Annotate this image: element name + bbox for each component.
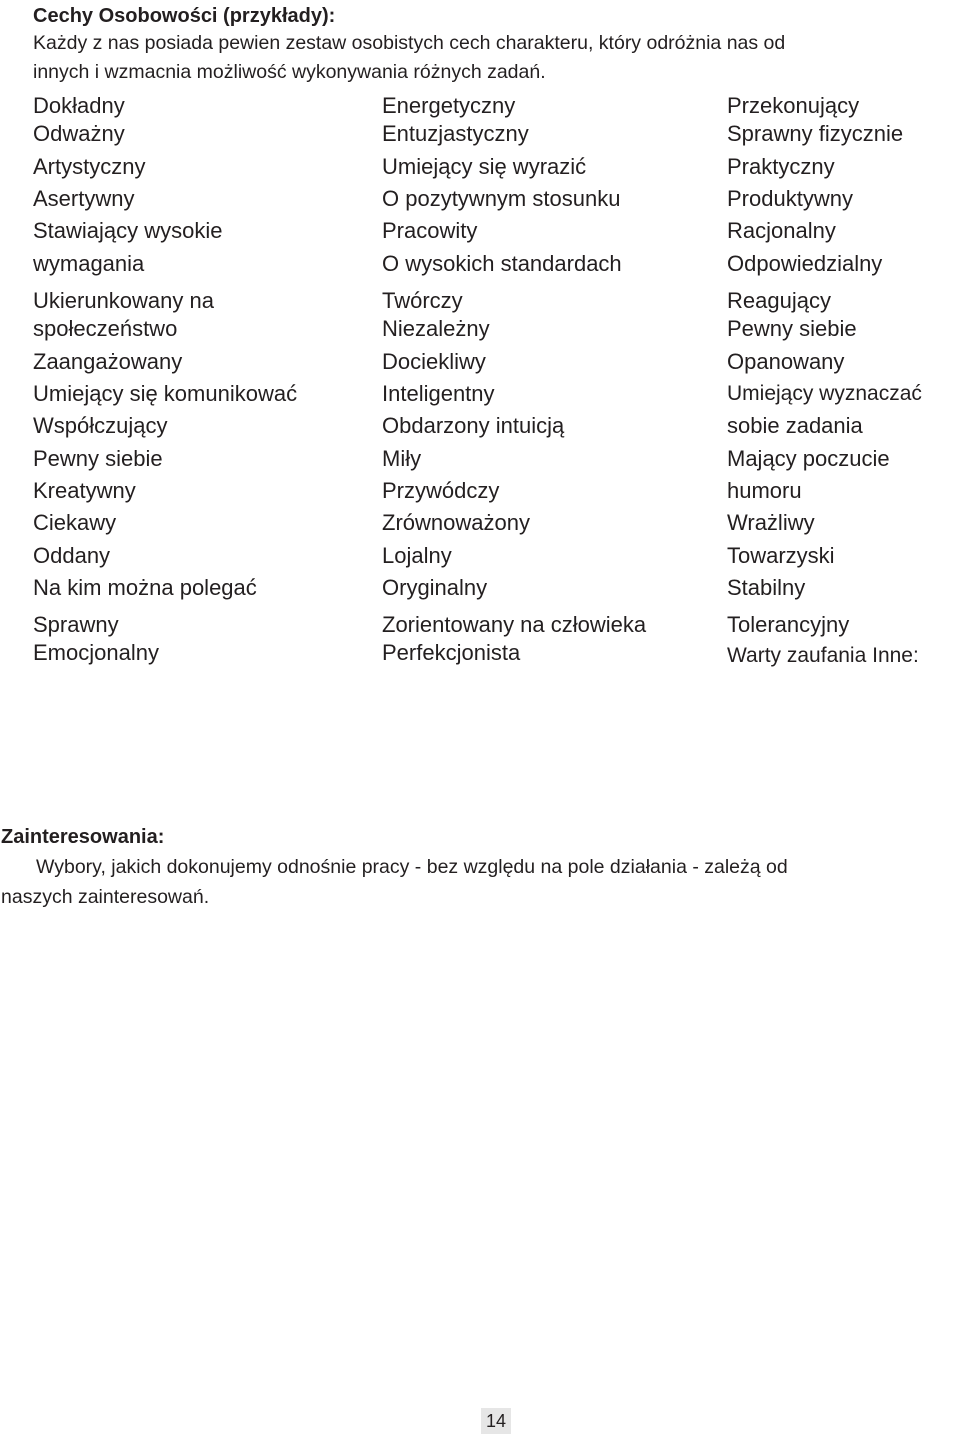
- trait-item: Miły: [382, 446, 422, 471]
- trait-item: Energetyczny: [382, 93, 516, 118]
- trait-item: Inteligentny: [382, 381, 495, 406]
- trait-item: Zrównoważony: [382, 510, 530, 535]
- personality-intro-line-1: Każdy z nas posiada pewien zestaw osobistych cech charakteru, który odróżnia nas od: [33, 32, 786, 54]
- trait-item: Zorientowany na człowieka: [382, 612, 647, 637]
- trait-item: Dokładny: [33, 93, 125, 118]
- trait-item: Umiejący wyznaczać: [727, 382, 922, 405]
- trait-item: O wysokich standardach: [382, 251, 622, 276]
- trait-item: Odpowiedzialny: [727, 251, 883, 276]
- trait-item: Pewny siebie: [33, 446, 163, 471]
- trait-item: Sprawny fizycznie: [727, 121, 904, 146]
- trait-item: Ukierunkowany na: [33, 288, 214, 313]
- personality-title: Cechy Osobowości (przykłady):: [33, 5, 336, 27]
- trait-item: Opanowany: [727, 349, 845, 374]
- trait-item: Towarzyski: [727, 543, 835, 568]
- personality-intro-line-2: innych i wzmacnia możliwość wykonywania różnych zadań.: [33, 61, 546, 83]
- interests-text-line-2: naszych zainteresowań.: [1, 886, 210, 908]
- trait-item: Kreatywny: [33, 478, 136, 503]
- trait-item: Praktyczny: [727, 154, 835, 179]
- trait-item: Asertywny: [33, 186, 135, 211]
- trait-item: Perfekcjonista: [382, 640, 521, 665]
- traits-grid: [0, 0, 960, 700]
- trait-item: Na kim można polegać: [33, 575, 257, 600]
- trait-item: Stawiający wysokie: [33, 218, 223, 243]
- trait-item: Artystyczny: [33, 154, 146, 179]
- trait-item: społeczeństwo: [33, 316, 178, 341]
- trait-item: Umiejący się komunikować: [33, 381, 298, 406]
- trait-item: Warty zaufania Inne:: [727, 644, 919, 667]
- interests-title: Zainteresowania:: [1, 826, 165, 848]
- trait-item: Wrażliwy: [727, 510, 815, 535]
- trait-item: Pewny siebie: [727, 316, 857, 341]
- trait-item: Odważny: [33, 121, 125, 146]
- trait-item: O pozytywnym stosunku: [382, 186, 621, 211]
- trait-item: Obdarzony intuicją: [382, 413, 565, 438]
- trait-item: Przekonujący: [727, 93, 860, 118]
- trait-item: Oryginalny: [382, 575, 488, 600]
- page-number: 14: [481, 1408, 511, 1434]
- trait-item: sobie zadania: [727, 413, 863, 438]
- trait-item: Umiejący się wyrazić: [382, 154, 587, 179]
- trait-item: Stabilny: [727, 575, 806, 600]
- trait-item: Przywódczy: [382, 478, 500, 503]
- trait-item: Produktywny: [727, 186, 853, 211]
- trait-item: Współczujący: [33, 413, 168, 438]
- trait-item: Mający poczucie: [727, 446, 890, 471]
- trait-item: Racjonalny: [727, 218, 836, 243]
- trait-item: Ciekawy: [33, 510, 117, 535]
- trait-item: Zaangażowany: [33, 349, 183, 374]
- trait-item: Emocjonalny: [33, 640, 159, 665]
- trait-item: Twórczy: [382, 288, 463, 313]
- trait-item: Sprawny: [33, 612, 119, 637]
- trait-item: Reagujący: [727, 288, 831, 313]
- trait-item: Dociekliwy: [382, 349, 486, 374]
- trait-item: Niezależny: [382, 316, 490, 341]
- trait-item: Lojalny: [382, 543, 452, 568]
- trait-item: Pracowity: [382, 218, 478, 243]
- trait-item: Oddany: [33, 543, 111, 568]
- trait-item: wymagania: [33, 251, 145, 276]
- trait-item: humoru: [727, 478, 802, 503]
- trait-item: Tolerancyjny: [727, 612, 850, 637]
- trait-item: Entuzjastyczny: [382, 121, 529, 146]
- interests-text-line-1: Wybory, jakich dokonujemy odnośnie pracy - bez względu na pole działania - zależą od: [36, 856, 788, 878]
